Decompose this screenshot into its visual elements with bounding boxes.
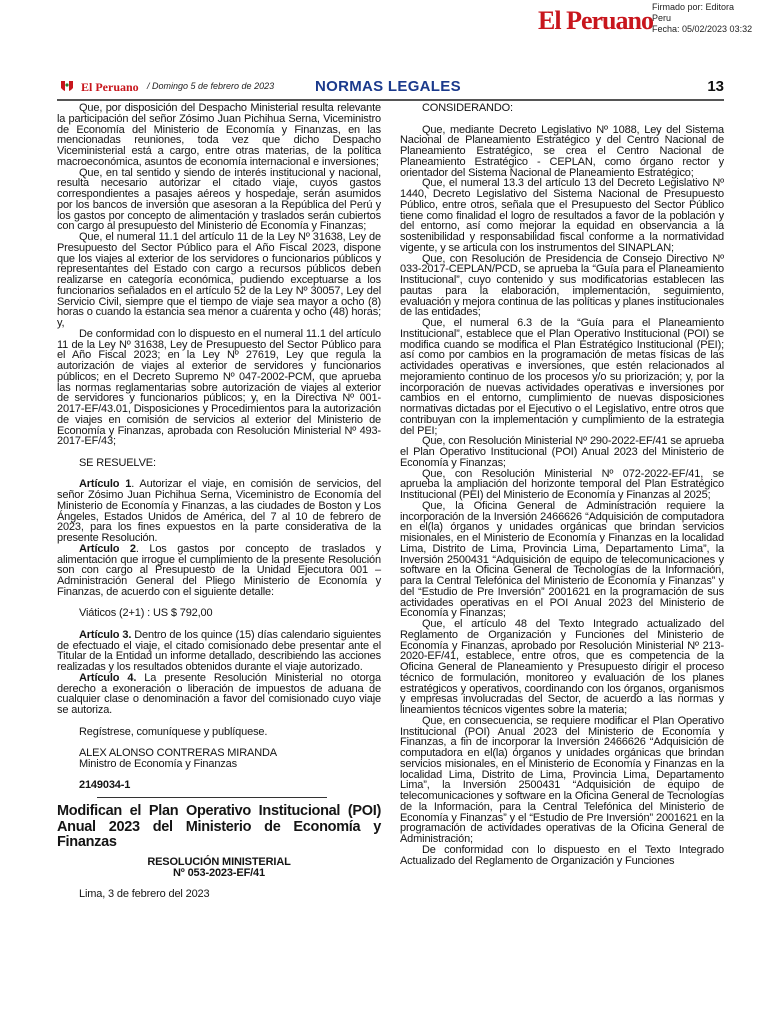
paragraph: Que, en tal sentido y siendo de interés institucional y nacional, resulta necesario autorizar el citado viaje, cuyos gastos correspondientes a pasajes aéreos y hospedaje, serán asumidos por los bancos de inversión que asesoran a la República del Perú y los gastos por concepto de alimentación y traslados serán cubiertos con cargo al presupuesto del Ministerio de Economía y Finanzas; (57, 166, 381, 233)
document-code: 2149034-1 (79, 779, 131, 792)
paragraph: Que, el numeral 6.3 de la “Guía para el Planeamiento Institucional”, establece que el Plan Operativo Institucional (POI) se modifica cuando se modifica el Plan Estratégico Institucional (PEI); así como por cambios en la programación de metas físicas de las actividades operativas e inversiones, que estén relacionados al mejoramiento continuo de los procesos y/o su priorización; y, por la incorporación de nuevas actividades operativas e inversiones por cambios en el entorno, cumplimiento de nuevas disposiciones normativas dictadas por el Ejecutivo o el Legislativo, entre otros que contribuyan con la implementación y cumplimiento de la estrategia del PEI; (400, 317, 724, 437)
place-date: Lima, 3 de febrero del 2023 (79, 888, 210, 901)
left-column (57, 103, 381, 900)
viaticos: Viáticos (2+1) : US $ 792,00 (79, 607, 213, 620)
header-divider (57, 99, 724, 101)
paragraph: De conformidad con lo dispuesto en el Texto Integrado Actualizado del Reglamento de Organización y Funciones (400, 843, 724, 867)
signature-line: Peru (652, 13, 672, 23)
signature-line: Fecha: 05/02/2023 03:32 (652, 24, 753, 34)
article-label: Artículo 2 (79, 542, 136, 555)
signer-title: Ministro de Economía y Finanzas (79, 757, 237, 770)
digital-signature (652, 2, 752, 35)
paragraph: Que, por disposición del Despacho Ministerial resulta relevante la participación del señor Zósimo Juan Pichihua Serna, Viceministro de Economía del Ministerio de Economía y Finanzas, en las mencionadas reuniones, toda vez que dicho Despacho Viceministerial está a cargo, entre otras materias, de la política macroeconómica, asuntos de economía internacional e inversiones; (57, 102, 381, 168)
article-3 (57, 630, 381, 673)
paragraph: De conformidad con lo dispuesto en el numeral 11.1 del artículo 11 de la Ley Nº 31638, Ley de Presupuesto del Sector Público para el Año Fiscal 2023; en la Ley Nº 27619, Ley que regula la autorización de viajes al exterior de servidores y funcionarios públicos; en el Decreto Supremo Nº 047-2002-PCM, que aprueba las normas reglamentarias sobre autorización de viajes al exterior de servidores y funcionarios públicos; y, en la Directiva Nº 001-2017-EF/43.01, Disposiciones y Procedimientos para la autorización de viajes en comisión de servicios al exterior del Ministerio de Economía y Finanzas, aprobada con Resolución Ministerial Nº 493-2017-EF/43; (57, 327, 381, 448)
section-divider (97, 797, 327, 798)
considerando: CONSIDERANDO: (422, 102, 513, 114)
page-number: 13 (707, 78, 724, 95)
section-title: NORMAS LEGALES (315, 78, 461, 95)
article-2 (57, 544, 381, 598)
norm-title: Modifican el Plan Operativo Institucional (POI) Anual 2023 del Ministerio de Economía y Finanzas (57, 803, 381, 850)
article-text: La presente Resolución Ministerial no otorga derecho a exoneración o liberación de impuestos de aduana de cualquier clase o denominación a favor del comisionado cuyo viaje se autoriza. (57, 671, 381, 716)
paragraph: Que, en consecuencia, se requiere modificar el Plan Operativo Institucional (POI) Anual 2023 del Ministerio de Economía y Finanzas, a fin de incorporar la Inversión 2466626 “Adquisición de computadora en el(la) órganos y unidades orgánicas que brindan servicios misionales, en el Ministerio de Economía y Finanzas en la localidad Lima, Distrito de Lima, Provincia Lima, Departamento Lima”, la Inversión 2500431 “Adquisición de equipo de telecomunicaciones y software en la Oficina General de Tecnologías de la Información, para la Central Telefónica del Ministerio de Economía y Finanzas” y el “Estudio de Pre Inversión” 2001621 en la programación de actividades operativas de la Oficina General de Administración; (400, 714, 724, 845)
signature-line: Firmado por: Editora (652, 2, 735, 12)
closing-formula: Regístrese, comuníquese y publíquese. (79, 725, 268, 738)
paragraph: Que, mediante Decreto Legislativo Nº 1088, Ley del Sistema Nacional de Planeamiento Estratégico y del Centro Nacional de Planeamiento Estratégico, se crea el Centro Nacional de Planeamiento Estratégico - CEPLAN, como órgano rector y orientador del Sistema Nacional de Planeamiento Estratégico; (400, 123, 724, 179)
resolution-number: Nº 053-2023-EF/41 (173, 866, 265, 879)
se-resuelve: SE RESUELVE: (79, 456, 156, 469)
paragraph: Que, el numeral 11.1 del artículo 11 de la Ley Nº 31638, Ley de Presupuesto del Sector Público para el Año Fiscal 2023, dispone que los viajes al exterior de los servidores o funcionarios públicos y representantes del Estado con cargo a recursos públicos deben realizarse en categoría económica, pudiendo exceptuarse a los funcionarios señalados en el artículo 52 de la Ley Nº 30057, Ley del Servicio Civil, siempre que el tiempo de viaje sea mayor a ocho (8) horas o cuando la estancia sea menor a cuarenta y ocho (48) horas; y, (57, 231, 381, 329)
article-4 (57, 673, 381, 716)
header-date: / Domingo 5 de febrero de 2023 (147, 81, 275, 91)
paragraph: Que, el artículo 48 del Texto Integrado actualizado del Reglamento de Organización y Funciones del Ministerio de Economía y Finanzas, aprobado por Resolución Ministerial Nº 213-2020-EF/41, establece, entre otros, que es competencia de la Oficina General de Planeamiento y Presupuesto dirigir el proceso técnico de formulación, monitoreo y evaluación de los planes estratégicos y operativos, coordinando con los órganos, organismos y empresas involucradas del Sector, de acuerdo a las normas y lineamientos técnicos vigentes sobre la materia; (400, 618, 724, 716)
article-1 (57, 479, 381, 544)
article-label: Artículo 3. (79, 628, 132, 641)
article-text: Dentro de los quince (15) días calendario siguientes de efectuado el viaje, el citado comisionado debe presentar ante el Titular de la Entidad un informe detallado, describiendo las acciones realizadas y los resultados obtenidos durante el viaje autorizado. (57, 628, 381, 673)
page-header (57, 78, 724, 98)
paragraph: Que, con Resolución Ministerial Nº 290-2022-EF/41 se aprueba el Plan Operativo Institucional (POI) Anual 2023 del Ministerio de Economía y Finanzas; (400, 435, 724, 469)
paragraph: Que, con Resolución Ministerial Nº 072-2022-EF/41, se aprueba la ampliación del horizonte temporal del Plan Estratégico Institucional (PEI) del Ministerio de Economía y Finanzas al 2025; (400, 467, 724, 501)
paragraph: Que, con Resolución de Presidencia de Consejo Directivo Nº 033-2017-CEPLAN/PCD, se aprueba la “Guía para el Planeamiento Institucional”, cuyo contenido y sus modificatorias establecen las pautas para la elaboración, implementación, seguimiento, evaluación y mejora continua de las políticas y planes institucionales de las entidades; (400, 252, 724, 319)
masthead-logo: El Peruano (538, 6, 653, 35)
paragraph: Que, la Oficina General de Administración requiere la incorporación de la Inversión 2466626 “Adquisición de computadora en el(la) órganos y unidades orgánicas que brindan servicios misionales, en el Ministerio de Economía y Finanzas en la localidad Lima, Distrito de Lima, Provincia Lima, Departamento Lima”, la Inversión 2500431 “Adquisición de equipo de telecomunicaciones y software en la Oficina General de Tecnologías de la Información, para la Central Telefónica del Ministerio de Economía y Finanzas” y del “Estudio de Pre Inversión” 2001621 en la programación de sus actividades operativas en el POI Anual 2023 del Ministerio de Economía y Finanzas; (400, 499, 724, 620)
right-column (400, 103, 724, 866)
article-label: Artículo 1 (79, 478, 132, 491)
resolution-label: RESOLUCIÓN MINISTERIAL (147, 855, 291, 868)
article-label: Artículo 4. (79, 671, 137, 684)
header-brand: El Peruano (81, 80, 139, 94)
coat-of-arms-icon (59, 79, 75, 95)
article-text: . Los gastos por concepto de traslados y alimentación que irrogue el cumplimiento de la presente Resolución son con cargo al Presupuesto de la Unidad Ejecutora 001 – Administración General del Pliego Ministerio de Economía y Finanzas, de acuerdo con el siguiente detalle: (57, 542, 381, 598)
signer-name: ALEX ALONSO CONTRERAS MIRANDA (79, 747, 277, 759)
article-text: . Autorizar el viaje, en comisión de servicios, del señor Zósimo Juan Pichihua Serna, Viceministro de Economía del Ministerio de Economía y Finanzas, a las ciudades de Boston y Los Ángeles, Estados Unidos de América, del 7 al 10 de febrero de 2023, para los fines expuestos en la parte considerativa de la presente Resolución. (57, 478, 381, 544)
paragraph: Que, el numeral 13.3 del artículo 13 del Decreto Legislativo Nº 1440, Decreto Legislativo del Sistema Nacional de Presupuesto Público, entre otros, señala que el Presupuesto del Sector Público tiene como finalidad el logro de resultados a favor de la población y del entorno, así como mejorar la equidad en observancia a la sostenibilidad y responsabilidad fiscal conforme a la normatividad vigente, y se articula con los instrumentos del SINAPLAN; (400, 177, 724, 254)
